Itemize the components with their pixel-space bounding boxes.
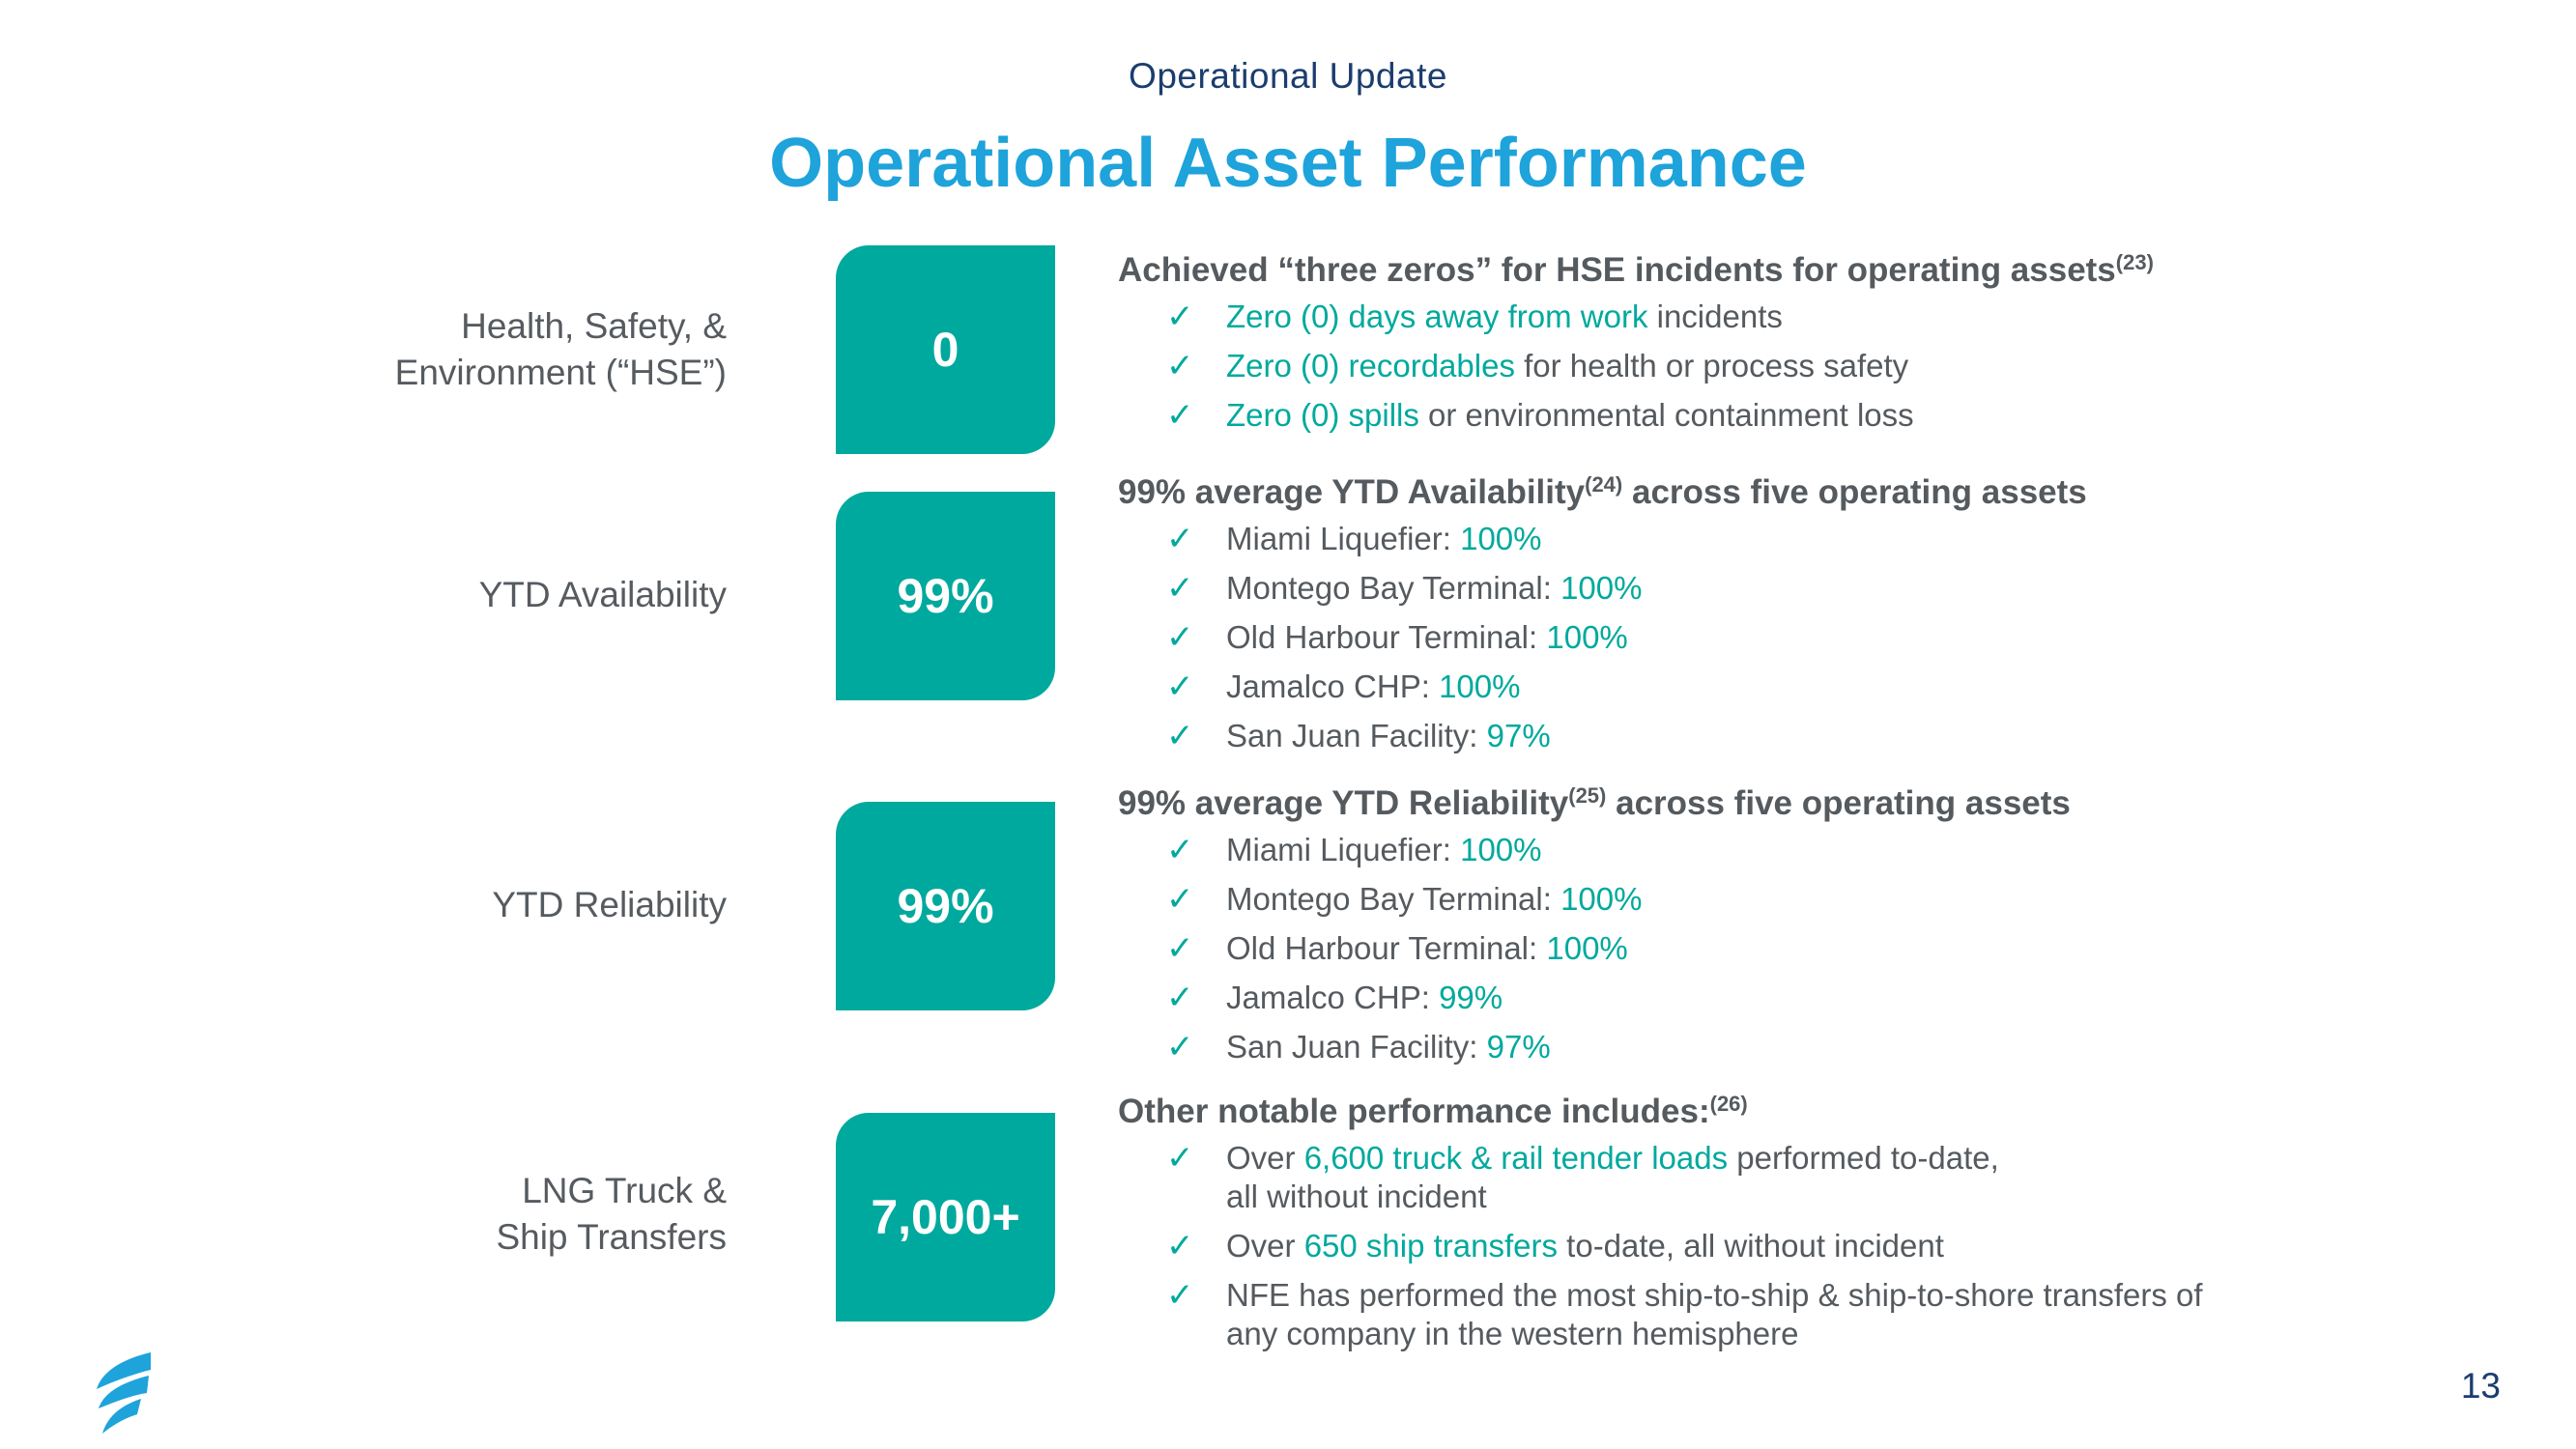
checkmark-icon: ✓	[1166, 881, 1194, 918]
row-label-line: YTD Reliability	[492, 885, 727, 924]
bullet-highlight: 99%	[1439, 980, 1503, 1015]
bullet-text-line2: all without incident	[1226, 1179, 1487, 1214]
list-item	[1118, 831, 2529, 869]
footnote-ref: (25)	[1568, 783, 1607, 808]
list-item	[1118, 1276, 2529, 1353]
metric-tile-availability: 99%	[836, 492, 1055, 700]
bullet-text: Old Harbour Terminal:	[1226, 930, 1547, 966]
bullet-highlight: 100%	[1560, 570, 1643, 606]
checkmark-icon: ✓	[1166, 1228, 1194, 1264]
bullet-prefix: Over	[1226, 1140, 1304, 1176]
bullet-highlight: 100%	[1546, 619, 1628, 655]
list-item	[1118, 347, 2529, 385]
bullet-list	[1118, 1139, 2529, 1353]
checkmark-icon: ✓	[1166, 521, 1194, 557]
list-item	[1118, 717, 2529, 755]
checkmark-icon: ✓	[1166, 397, 1194, 434]
list-item	[1118, 880, 2529, 919]
checkmark-icon: ✓	[1166, 570, 1194, 607]
slide-title: Operational Asset Performance	[769, 125, 1807, 202]
bullet-text: NFE has performed the most ship-to-ship & ship-to-shore transfers of	[1226, 1277, 2203, 1313]
row-label-line: Ship Transfers	[496, 1217, 727, 1257]
metric-tile-reliability: 99%	[836, 802, 1055, 1010]
list-item	[1118, 569, 2529, 608]
checkmark-icon: ✓	[1166, 619, 1194, 656]
checkmark-icon: ✓	[1166, 348, 1194, 384]
bullet-highlight: Zero (0) recordables	[1226, 348, 1515, 384]
bullet-highlight: 97%	[1486, 1029, 1551, 1065]
checkmark-icon: ✓	[1166, 668, 1194, 705]
footnote-ref: (26)	[1709, 1092, 1748, 1116]
checkmark-icon: ✓	[1166, 980, 1194, 1016]
checkmark-icon: ✓	[1166, 1140, 1194, 1177]
row-label-lng-transfers	[186, 1168, 727, 1261]
bullet-text-line2: any company in the western hemisphere	[1226, 1316, 1799, 1351]
section-heading	[1118, 781, 2529, 827]
section-heading	[1118, 247, 2529, 294]
bullet-list	[1118, 298, 2529, 435]
checkmark-icon: ✓	[1166, 832, 1194, 868]
heading-tail: across five operating assets	[1622, 473, 2087, 511]
bullet-highlight: 100%	[1460, 521, 1542, 556]
bullet-highlight: 6,600 truck & rail tender loads	[1303, 1140, 1729, 1176]
list-item	[1118, 396, 2529, 435]
bullet-highlight: 100%	[1546, 930, 1628, 966]
bullet-highlight: Zero (0) spills	[1226, 397, 1419, 433]
section-heading	[1118, 469, 2529, 516]
bullet-highlight: 100%	[1439, 668, 1521, 704]
list-item	[1118, 979, 2529, 1017]
heading-text: 99% average YTD Availability	[1118, 473, 1586, 511]
bullet-highlight: Zero (0) days away from work	[1226, 298, 1648, 334]
slide-supertitle: Operational Update	[1129, 56, 1447, 96]
list-item	[1118, 520, 2529, 558]
row-label-line: Health, Safety, &	[461, 306, 727, 346]
list-item	[1118, 1028, 2529, 1066]
bullet-text: or environmental containment loss	[1418, 397, 1914, 433]
list-item	[1118, 618, 2529, 657]
row-label-reliability	[186, 882, 727, 928]
heading-tail: across five operating assets	[1606, 784, 2071, 822]
list-item	[1118, 1139, 2529, 1216]
list-item	[1118, 1227, 2529, 1265]
bullet-text: Montego Bay Terminal:	[1226, 881, 1561, 917]
bullet-text: Montego Bay Terminal:	[1226, 570, 1561, 606]
heading-text: Other notable performance includes:	[1118, 1093, 1710, 1130]
bullet-highlight: 97%	[1486, 718, 1551, 753]
page-number: 13	[2460, 1366, 2501, 1406]
checkmark-icon: ✓	[1166, 298, 1194, 335]
footnote-ref: (23)	[2115, 250, 2154, 274]
row-label-line: Environment (“HSE”)	[394, 353, 727, 392]
bullet-highlight: 100%	[1460, 832, 1542, 867]
row-label-line: YTD Availability	[478, 575, 727, 614]
section-availability	[1118, 469, 2529, 766]
heading-text: 99% average YTD Reliability	[1118, 784, 1569, 822]
bullet-text: performed to-date,	[1728, 1140, 1999, 1176]
bullet-text: San Juan Facility:	[1226, 1029, 1487, 1065]
row-label-hse	[186, 303, 727, 396]
bullet-text: incidents	[1647, 298, 1783, 334]
list-item	[1118, 298, 2529, 336]
bullet-prefix: Over	[1226, 1228, 1304, 1264]
bullet-text: Jamalco CHP:	[1226, 980, 1440, 1015]
row-label-line: LNG Truck &	[522, 1171, 727, 1210]
list-item	[1118, 929, 2529, 968]
row-label-availability	[186, 572, 727, 618]
checkmark-icon: ✓	[1166, 930, 1194, 967]
section-heading	[1118, 1089, 2529, 1135]
section-hse	[1118, 247, 2529, 445]
bullet-text: Miami Liquefier:	[1226, 832, 1461, 867]
list-item	[1118, 668, 2529, 706]
bullet-text: to-date, all without incident	[1558, 1228, 1944, 1264]
section-reliability	[1118, 781, 2529, 1077]
flame-logo-icon	[93, 1350, 158, 1437]
metric-tile-hse: 0	[836, 245, 1055, 454]
footnote-ref: (24)	[1585, 472, 1623, 497]
bullet-text: Jamalco CHP:	[1226, 668, 1440, 704]
metric-tile-lng-transfers: 7,000+	[836, 1113, 1055, 1321]
section-other-performance	[1118, 1089, 2529, 1364]
bullet-text: for health or process safety	[1514, 348, 1909, 384]
heading-text: Achieved “three zeros” for HSE incidents for operating assets	[1118, 251, 2116, 289]
checkmark-icon: ✓	[1166, 718, 1194, 754]
bullet-highlight: 100%	[1560, 881, 1643, 917]
bullet-text: Old Harbour Terminal:	[1226, 619, 1547, 655]
bullet-text: Miami Liquefier:	[1226, 521, 1461, 556]
checkmark-icon: ✓	[1166, 1277, 1194, 1314]
checkmark-icon: ✓	[1166, 1029, 1194, 1065]
bullet-text: San Juan Facility:	[1226, 718, 1487, 753]
bullet-list	[1118, 831, 2529, 1066]
bullet-highlight: 650 ship transfers	[1303, 1228, 1558, 1264]
bullet-list	[1118, 520, 2529, 755]
